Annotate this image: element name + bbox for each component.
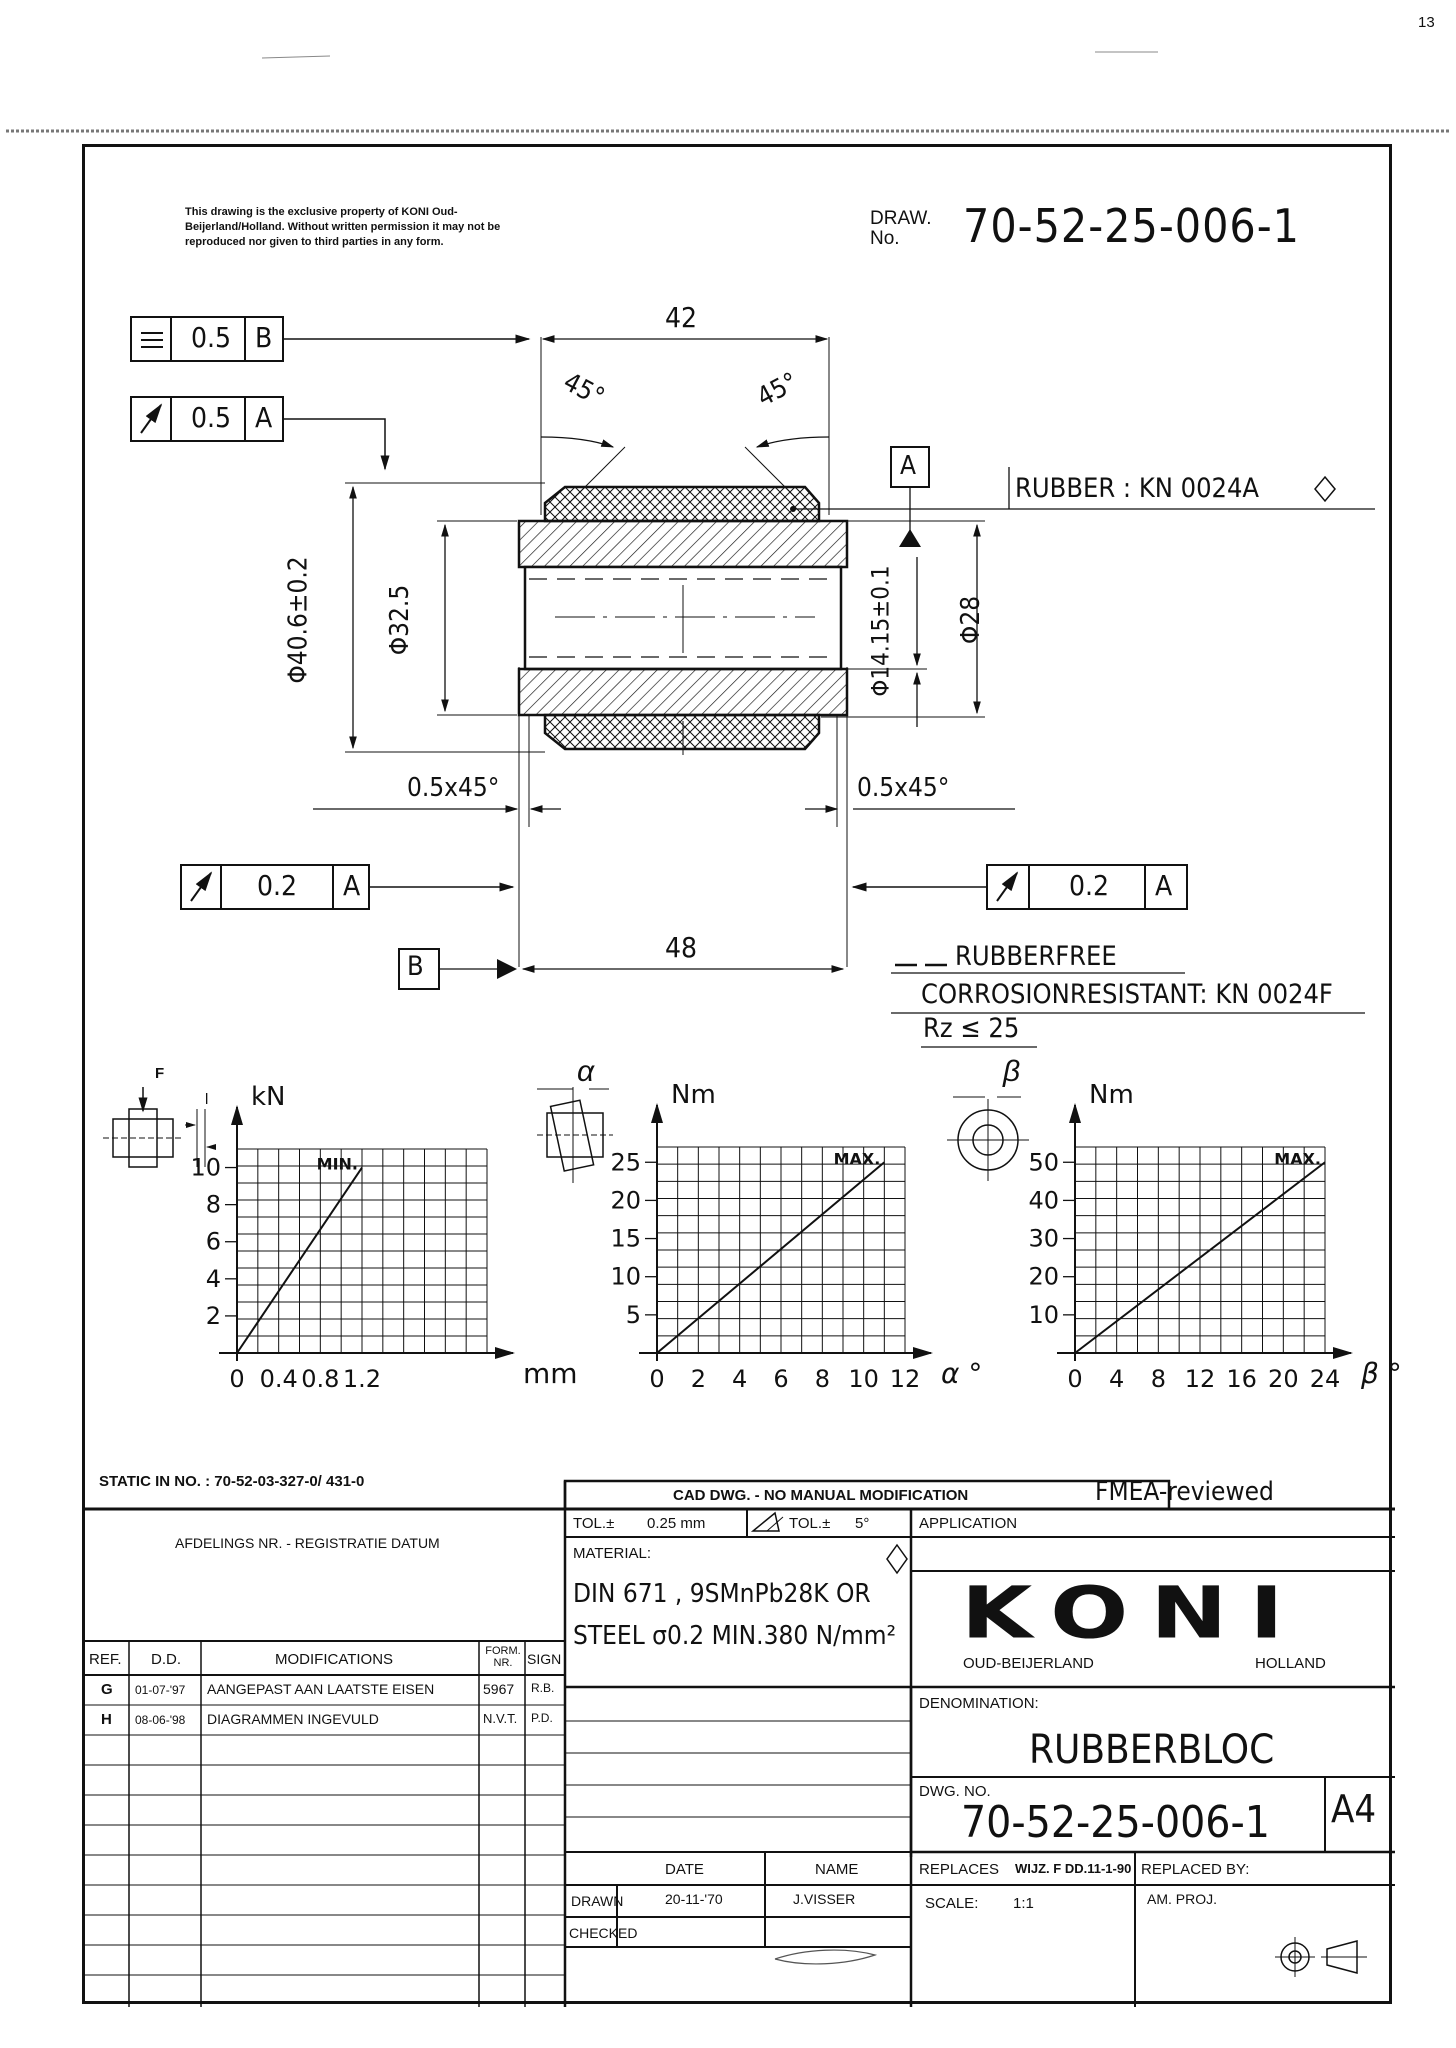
mod-header-dd: D.D.: [151, 1651, 181, 1668]
disp-symbol: l: [205, 1091, 209, 1108]
application-label: APPLICATION: [919, 1515, 1018, 1532]
x-tick-label: 0: [1067, 1365, 1083, 1393]
mod-header-ref: REF.: [89, 1651, 122, 1668]
material-line-2: STEEL σ0.2 MIN.380 N/mm²: [573, 1621, 896, 1651]
koni-logo: KONI: [961, 1571, 1306, 1655]
y-tick-label: 40: [1028, 1186, 1059, 1215]
page-number: 13: [1418, 14, 1435, 31]
replaces-value: WIJZ. F DD.11-1-90: [1015, 1861, 1132, 1876]
mod-row-sign: P.D.: [531, 1711, 553, 1725]
y-tick-label: 2: [205, 1301, 221, 1330]
angle-left: 45°: [558, 367, 610, 413]
dia-40-6: Φ40.6±0.2: [283, 556, 314, 684]
dim-48: 48: [665, 931, 698, 964]
x-tick-label: 2: [690, 1365, 706, 1393]
company-city: OUD-BEIJERLAND: [963, 1655, 1094, 1672]
drawn-date: 20-11-'70: [665, 1891, 723, 1907]
x-tick-label: 8: [814, 1365, 830, 1393]
dia-32-5: Φ32.5: [385, 584, 416, 656]
scale-value: 1:1: [1013, 1895, 1034, 1912]
mod-header-modifications: MODIFICATIONS: [275, 1651, 394, 1668]
x-tick-label: 6: [773, 1365, 789, 1393]
torsion-beta-icon: [947, 1097, 1029, 1181]
drawn-name: J.VISSER: [793, 1891, 856, 1907]
corrosion-note: CORROSIONRESISTANT: KN 0024F: [921, 979, 1333, 1010]
y-tick-label: 10: [610, 1262, 641, 1291]
date-header: DATE: [665, 1861, 704, 1878]
mod-row-dd: 01-07-'97: [135, 1683, 186, 1697]
y-axis-label: Nm: [1089, 1080, 1134, 1110]
y-tick-label: 5: [625, 1300, 641, 1329]
static-in-no: STATIC IN NO. : 70-52-03-327-0/ 431-0: [99, 1473, 365, 1490]
x-tick-label: 4: [732, 1365, 748, 1393]
fcf-runout-right-value: 0.2: [1069, 869, 1110, 902]
x-tick-label: 4: [1109, 1365, 1125, 1393]
mod-row-form: N.V.T.: [483, 1711, 518, 1726]
x-tick-label: 12: [1184, 1365, 1216, 1393]
material-line-1: DIN 671 , 9SMnPb28K OR: [573, 1579, 871, 1609]
x-tick-label: 0: [649, 1365, 665, 1393]
series-label: MAX.: [1274, 1149, 1321, 1169]
x-tick-label: 12: [889, 1365, 921, 1393]
am-proj-label: AM. PROJ.: [1147, 1891, 1218, 1907]
x-tick-label: 0.8: [301, 1365, 340, 1393]
dwg-no-label: DWG. NO.: [919, 1783, 991, 1800]
dim-42: 42: [665, 301, 698, 334]
x-tick-label: 0.4: [259, 1365, 298, 1393]
y-tick-label: 30: [1028, 1224, 1059, 1253]
force-symbol: F: [155, 1065, 165, 1082]
mod-row-ref: G: [101, 1681, 113, 1698]
x-axis-label: β °: [1361, 1357, 1402, 1390]
dia-14-15: Φ14.15±0.1: [866, 565, 895, 697]
angle-tol-value: 5°: [855, 1515, 870, 1532]
x-tick-label: 8: [1150, 1365, 1166, 1393]
material-label: MATERIAL:: [573, 1545, 652, 1562]
drawing-sheet: [82, 144, 1402, 2004]
draw-no: 70-52-25-006-1: [963, 199, 1300, 253]
rz-note: Rz ≤ 25: [923, 1013, 1020, 1044]
x-tick-label: 10: [848, 1365, 879, 1393]
y-axis-label: Nm: [671, 1080, 716, 1110]
y-axis-label: kN: [251, 1082, 286, 1112]
alpha-symbol: α: [577, 1055, 595, 1088]
chamfer-right: 0.5x45°: [857, 773, 950, 803]
rubber-note: RUBBER : KN 0024A: [1015, 473, 1260, 504]
afdeling-label: AFDELINGS NR. - REGISTRATIE DATUM: [175, 1535, 440, 1551]
mod-row-text: DIAGRAMMEN INGEVULD: [207, 1711, 379, 1727]
mod-row-sign: R.B.: [531, 1681, 555, 1695]
rubberfree-note: RUBBERFREE: [955, 941, 1117, 972]
x-tick-label: 24: [1309, 1365, 1341, 1393]
torsion-alpha-icon: [537, 1087, 613, 1183]
replaced-by-label: REPLACED BY:: [1141, 1861, 1250, 1878]
series-label: MAX.: [833, 1149, 881, 1169]
fcf-parallelism-datum: B: [255, 321, 273, 354]
y-tick-label: 25: [610, 1148, 641, 1177]
y-tick-label: 20: [1028, 1262, 1059, 1291]
dwg-no: 70-52-25-006-1: [961, 1797, 1270, 1848]
denomination-label: DENOMINATION:: [919, 1695, 1039, 1712]
y-tick-label: 8: [205, 1190, 221, 1219]
checked-label: CHECKED: [569, 1925, 638, 1941]
fmea-reviewed: FMEA-reviewed: [1095, 1477, 1274, 1507]
x-axis-label: α °: [941, 1357, 983, 1390]
mod-row-ref: H: [101, 1711, 112, 1728]
mod-header-sign: SIGN: [527, 1651, 562, 1667]
projection-symbol: [1275, 1937, 1367, 1977]
y-tick-label: 10: [190, 1153, 221, 1182]
company-country: HOLLAND: [1255, 1655, 1326, 1672]
fcf-runout-top-value: 0.5: [191, 401, 232, 434]
mod-row-form: 5967: [483, 1681, 515, 1697]
fcf-runout-left-value: 0.2: [257, 869, 298, 902]
drawn-label: DRAWN: [571, 1893, 624, 1909]
y-tick-label: 10: [1028, 1300, 1059, 1329]
fcf-runout-left-datum: A: [343, 869, 361, 902]
charts-layer: [190, 1080, 1401, 1393]
x-tick-label: 16: [1226, 1365, 1257, 1393]
fcf-runout-right-datum: A: [1155, 869, 1173, 902]
mod-row-text: AANGEPAST AAN LAATSTE EISEN: [207, 1681, 435, 1697]
x-tick-label: 0: [229, 1365, 245, 1393]
chamfer-left: 0.5x45°: [407, 773, 500, 803]
signature-scribble: [775, 1950, 875, 1964]
dia-28: Φ28: [956, 595, 987, 645]
draw-no-label: DRAW. No.: [870, 208, 932, 249]
property-notice: This drawing is the exclusive property of KONI Oud-Beijerland/Holland. Without written permission it may not be reproduced nor given to third parties in any form.: [185, 206, 501, 248]
series-label: MIN.: [316, 1154, 358, 1174]
series-line: [657, 1162, 884, 1353]
y-tick-label: 6: [205, 1227, 221, 1256]
format-size: A4: [1331, 1787, 1377, 1831]
y-tick-label: 4: [205, 1264, 221, 1293]
datum-b-label: B: [407, 951, 424, 982]
tol-value: 0.25 mm: [647, 1515, 706, 1532]
tol-label: TOL.±: [573, 1515, 615, 1532]
y-tick-label: 15: [610, 1224, 641, 1253]
name-header: NAME: [815, 1861, 859, 1878]
cad-dwg-note: CAD DWG. - NO MANUAL MODIFICATION: [673, 1487, 969, 1504]
x-tick-label: 20: [1268, 1365, 1299, 1393]
angle-right: 45°: [752, 367, 804, 413]
mod-header-form: FORM. NR.: [485, 1645, 521, 1669]
fcf-runout-right: [853, 865, 1187, 909]
fcf-parallelism-value: 0.5: [191, 321, 232, 354]
denomination: RUBBERBLOC: [1029, 1727, 1275, 1773]
datum-a-label: A: [900, 451, 916, 481]
mod-row-dd: 08-06-'98: [135, 1713, 186, 1727]
scale-label: SCALE:: [925, 1895, 979, 1912]
fcf-runout-top-datum: A: [255, 401, 273, 434]
y-tick-label: 50: [1028, 1148, 1059, 1177]
beta-symbol: β: [1003, 1055, 1021, 1088]
x-axis-label: mm: [523, 1357, 578, 1390]
replaces-label: REPLACES: [919, 1861, 1000, 1878]
angle-tol-label: TOL.±: [789, 1515, 831, 1532]
x-tick-label: 1.2: [342, 1365, 382, 1393]
y-tick-label: 20: [610, 1186, 641, 1215]
